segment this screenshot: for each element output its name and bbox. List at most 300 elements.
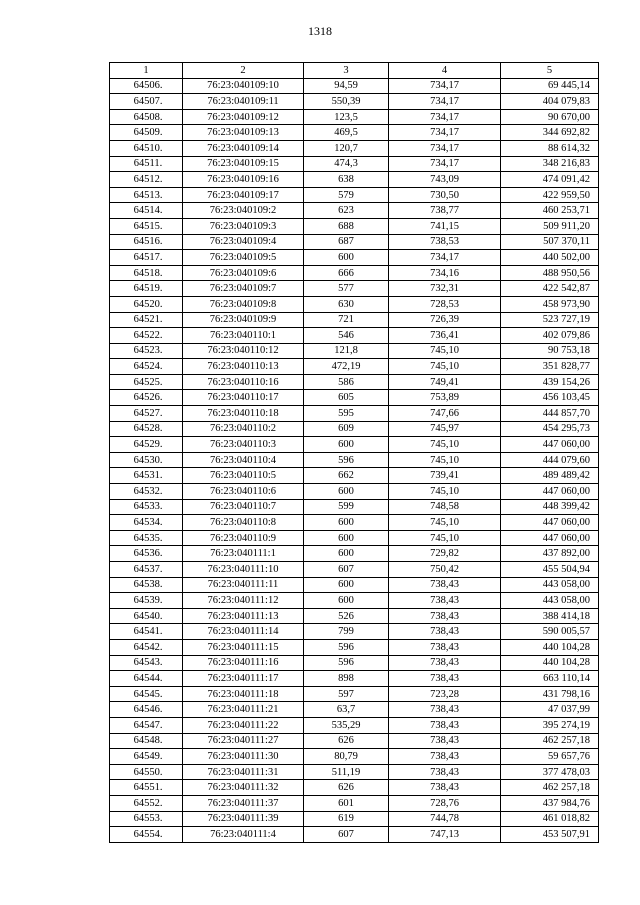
area-cell: 597 [304, 686, 389, 702]
cadastral-value-cell: 590 005,57 [501, 624, 599, 640]
table-row [110, 749, 599, 765]
area-cell: 94,59 [304, 78, 389, 94]
cadastral-number-cell: 76:23:040110:6 [183, 484, 304, 500]
cadastral-value-cell: 489 489,42 [501, 468, 599, 484]
area-cell: 595 [304, 406, 389, 422]
specific-value-cell: 734,17 [389, 109, 501, 125]
table-row [110, 484, 599, 500]
area-cell: 626 [304, 780, 389, 796]
cadastral-number-cell: 76:23:040111:21 [183, 702, 304, 718]
table-row [110, 515, 599, 531]
table-row [110, 172, 599, 188]
cadastral-number-cell: 76:23:040109:7 [183, 281, 304, 297]
cadastral-number-cell: 76:23:040111:18 [183, 686, 304, 702]
table-row [110, 624, 599, 640]
row-number-cell: 64522. [110, 328, 183, 344]
cadastral-value-cell: 456 103,45 [501, 390, 599, 406]
specific-value-cell: 745,10 [389, 530, 501, 546]
area-cell: 596 [304, 452, 389, 468]
row-number-cell: 64541. [110, 624, 183, 640]
table-row [110, 468, 599, 484]
table-row [110, 374, 599, 390]
cadastral-number-cell: 76:23:040109:6 [183, 265, 304, 281]
row-number-cell: 64551. [110, 780, 183, 796]
table-row [110, 421, 599, 437]
cadastral-number-cell: 76:23:040111:37 [183, 795, 304, 811]
cadastral-number-cell: 76:23:040110:7 [183, 499, 304, 515]
cadastral-number-cell: 76:23:040111:13 [183, 608, 304, 624]
row-number-cell: 64531. [110, 468, 183, 484]
area-cell: 80,79 [304, 749, 389, 765]
cadastral-number-cell: 76:23:040111:31 [183, 764, 304, 780]
area-cell: 526 [304, 608, 389, 624]
table-row [110, 109, 599, 125]
area-cell: 607 [304, 827, 389, 843]
area-cell: 474,3 [304, 156, 389, 172]
specific-value-cell: 748,58 [389, 499, 501, 515]
area-cell: 511,19 [304, 764, 389, 780]
cadastral-value-cell: 458 973,90 [501, 296, 599, 312]
cadastral-value-cell: 462 257,18 [501, 733, 599, 749]
table-row [110, 359, 599, 375]
row-number-cell: 64554. [110, 827, 183, 843]
table-row [110, 250, 599, 266]
cadastral-value-cell: 663 110,14 [501, 671, 599, 687]
specific-value-cell: 743,09 [389, 172, 501, 188]
row-number-cell: 64553. [110, 811, 183, 827]
cadastral-value-cell: 462 257,18 [501, 780, 599, 796]
table-row [110, 655, 599, 671]
table-row [110, 671, 599, 687]
row-number-cell: 64511. [110, 156, 183, 172]
cadastral-number-cell: 76:23:040110:3 [183, 437, 304, 453]
specific-value-cell: 738,43 [389, 608, 501, 624]
table-row [110, 437, 599, 453]
row-number-cell: 64540. [110, 608, 183, 624]
cadastral-number-cell: 76:23:040109:13 [183, 125, 304, 141]
specific-value-cell: 745,10 [389, 343, 501, 359]
cadastral-number-cell: 76:23:040109:12 [183, 109, 304, 125]
area-cell: 626 [304, 733, 389, 749]
cadastral-number-cell: 76:23:040111:39 [183, 811, 304, 827]
table-row [110, 717, 599, 733]
area-cell: 600 [304, 530, 389, 546]
table-row [110, 94, 599, 110]
area-cell: 123,5 [304, 109, 389, 125]
cadastral-value-cell: 351 828,77 [501, 359, 599, 375]
area-cell: 662 [304, 468, 389, 484]
table-row [110, 733, 599, 749]
table-row [110, 827, 599, 843]
area-cell: 623 [304, 203, 389, 219]
area-cell: 120,7 [304, 140, 389, 156]
row-number-cell: 64508. [110, 109, 183, 125]
table-row [110, 702, 599, 718]
specific-value-cell: 738,43 [389, 639, 501, 655]
area-cell: 600 [304, 515, 389, 531]
column-header-4: 4 [389, 63, 501, 79]
cadastral-number-cell: 76:23:040111:10 [183, 562, 304, 578]
specific-value-cell: 728,76 [389, 795, 501, 811]
row-number-cell: 64552. [110, 795, 183, 811]
specific-value-cell: 738,77 [389, 203, 501, 219]
cadastral-value-cell: 454 295,73 [501, 421, 599, 437]
table-row [110, 639, 599, 655]
specific-value-cell: 738,43 [389, 749, 501, 765]
column-header-3: 3 [304, 63, 389, 79]
row-number-cell: 64548. [110, 733, 183, 749]
specific-value-cell: 750,42 [389, 562, 501, 578]
cadastral-value-cell: 444 857,70 [501, 406, 599, 422]
row-number-cell: 64535. [110, 530, 183, 546]
column-header-2: 2 [183, 63, 304, 79]
cadastral-value-cell: 344 692,82 [501, 125, 599, 141]
cadastral-value-cell: 388 414,18 [501, 608, 599, 624]
cadastral-value-cell: 440 104,28 [501, 639, 599, 655]
specific-value-cell: 738,43 [389, 764, 501, 780]
area-cell: 898 [304, 671, 389, 687]
table-row [110, 281, 599, 297]
area-cell: 596 [304, 655, 389, 671]
cadastral-value-cell: 443 058,00 [501, 593, 599, 609]
cadastral-number-cell: 76:23:040110:2 [183, 421, 304, 437]
row-number-cell: 64506. [110, 78, 183, 94]
row-number-cell: 64530. [110, 452, 183, 468]
specific-value-cell: 726,39 [389, 312, 501, 328]
cadastral-number-cell: 76:23:040110:9 [183, 530, 304, 546]
row-number-cell: 64529. [110, 437, 183, 453]
area-cell: 600 [304, 437, 389, 453]
row-number-cell: 64515. [110, 218, 183, 234]
row-number-cell: 64546. [110, 702, 183, 718]
area-cell: 579 [304, 187, 389, 203]
area-cell: 596 [304, 639, 389, 655]
table-row [110, 795, 599, 811]
cadastral-value-cell: 440 104,28 [501, 655, 599, 671]
table-row [110, 406, 599, 422]
row-number-cell: 64516. [110, 234, 183, 250]
table-row [110, 577, 599, 593]
area-cell: 586 [304, 374, 389, 390]
table-row [110, 140, 599, 156]
cadastral-number-cell: 76:23:040111:14 [183, 624, 304, 640]
area-cell: 600 [304, 546, 389, 562]
cadastral-number-cell: 76:23:040111:27 [183, 733, 304, 749]
cadastral-number-cell: 76:23:040111:12 [183, 593, 304, 609]
area-cell: 721 [304, 312, 389, 328]
area-cell: 609 [304, 421, 389, 437]
table-row [110, 530, 599, 546]
specific-value-cell: 738,43 [389, 733, 501, 749]
cadastral-value-cell: 447 060,00 [501, 530, 599, 546]
area-cell: 688 [304, 218, 389, 234]
row-number-cell: 64521. [110, 312, 183, 328]
area-cell: 601 [304, 795, 389, 811]
cadastral-value-cell: 444 079,60 [501, 452, 599, 468]
cadastral-value-cell: 348 216,83 [501, 156, 599, 172]
specific-value-cell: 738,53 [389, 234, 501, 250]
area-cell: 599 [304, 499, 389, 515]
cadastral-value-cell: 88 614,32 [501, 140, 599, 156]
specific-value-cell: 753,89 [389, 390, 501, 406]
row-number-cell: 64534. [110, 515, 183, 531]
cadastral-number-cell: 76:23:040109:16 [183, 172, 304, 188]
cadastral-value-cell: 461 018,82 [501, 811, 599, 827]
cadastral-number-cell: 76:23:040110:4 [183, 452, 304, 468]
cadastral-value-cell: 453 507,91 [501, 827, 599, 843]
row-number-cell: 64512. [110, 172, 183, 188]
cadastral-number-cell: 76:23:040111:30 [183, 749, 304, 765]
specific-value-cell: 745,10 [389, 484, 501, 500]
cadastral-value-cell: 422 959,50 [501, 187, 599, 203]
area-cell: 577 [304, 281, 389, 297]
table-row [110, 593, 599, 609]
row-number-cell: 64538. [110, 577, 183, 593]
cadastral-number-cell: 76:23:040109:14 [183, 140, 304, 156]
row-number-cell: 64514. [110, 203, 183, 219]
table-row [110, 452, 599, 468]
row-number-cell: 64524. [110, 359, 183, 375]
cadastral-value-cell: 523 727,19 [501, 312, 599, 328]
specific-value-cell: 734,17 [389, 250, 501, 266]
table-row [110, 125, 599, 141]
cadastral-value-cell: 439 154,26 [501, 374, 599, 390]
cadastral-number-cell: 76:23:040109:17 [183, 187, 304, 203]
specific-value-cell: 738,43 [389, 702, 501, 718]
table-row [110, 764, 599, 780]
specific-value-cell: 738,43 [389, 717, 501, 733]
specific-value-cell: 747,66 [389, 406, 501, 422]
page-number: 1318 [308, 24, 332, 38]
cadastral-value-cell: 431 798,16 [501, 686, 599, 702]
cadastral-value-cell: 443 058,00 [501, 577, 599, 593]
cadastral-value-cell: 437 984,76 [501, 795, 599, 811]
cadastral-value-cell: 69 445,14 [501, 78, 599, 94]
row-number-cell: 64518. [110, 265, 183, 281]
specific-value-cell: 738,43 [389, 593, 501, 609]
specific-value-cell: 736,41 [389, 328, 501, 344]
specific-value-cell: 745,97 [389, 421, 501, 437]
table-row [110, 780, 599, 796]
table-row [110, 390, 599, 406]
specific-value-cell: 738,43 [389, 624, 501, 640]
row-number-cell: 64549. [110, 749, 183, 765]
cadastral-number-cell: 76:23:040111:22 [183, 717, 304, 733]
cadastral-number-cell: 76:23:040109:2 [183, 203, 304, 219]
row-number-cell: 64532. [110, 484, 183, 500]
specific-value-cell: 738,43 [389, 655, 501, 671]
row-number-cell: 64520. [110, 296, 183, 312]
cadastral-value-cell: 448 399,42 [501, 499, 599, 515]
specific-value-cell: 723,28 [389, 686, 501, 702]
area-cell: 666 [304, 265, 389, 281]
specific-value-cell: 738,43 [389, 780, 501, 796]
cadastral-value-cell: 507 370,11 [501, 234, 599, 250]
cadastral-value-cell: 404 079,83 [501, 94, 599, 110]
cadastral-number-cell: 76:23:040109:15 [183, 156, 304, 172]
table-row [110, 265, 599, 281]
row-number-cell: 64526. [110, 390, 183, 406]
cadastral-value-cell: 402 079,86 [501, 328, 599, 344]
table-row [110, 343, 599, 359]
row-number-cell: 64517. [110, 250, 183, 266]
specific-value-cell: 745,10 [389, 515, 501, 531]
row-number-cell: 64525. [110, 374, 183, 390]
row-number-cell: 64523. [110, 343, 183, 359]
table-row [110, 156, 599, 172]
row-number-cell: 64542. [110, 639, 183, 655]
cadastral-number-cell: 76:23:040109:3 [183, 218, 304, 234]
cadastral-number-cell: 76:23:040109:10 [183, 78, 304, 94]
area-cell: 550,39 [304, 94, 389, 110]
specific-value-cell: 747,13 [389, 827, 501, 843]
cadastral-value-cell: 440 502,00 [501, 250, 599, 266]
specific-value-cell: 745,10 [389, 437, 501, 453]
cadastral-number-cell: 76:23:040111:4 [183, 827, 304, 843]
specific-value-cell: 744,78 [389, 811, 501, 827]
row-number-cell: 64544. [110, 671, 183, 687]
table-row [110, 686, 599, 702]
row-number-cell: 64510. [110, 140, 183, 156]
cadastral-number-cell: 76:23:040111:16 [183, 655, 304, 671]
specific-value-cell: 729,82 [389, 546, 501, 562]
table-row [110, 296, 599, 312]
row-number-cell: 64545. [110, 686, 183, 702]
area-cell: 600 [304, 484, 389, 500]
cadastral-number-cell: 76:23:040110:16 [183, 374, 304, 390]
row-number-cell: 64528. [110, 421, 183, 437]
cadastral-number-cell: 76:23:040109:9 [183, 312, 304, 328]
table-row [110, 234, 599, 250]
cadastral-number-cell: 76:23:040109:11 [183, 94, 304, 110]
table-row [110, 546, 599, 562]
row-number-cell: 64509. [110, 125, 183, 141]
cadastral-value-cell: 90 753,18 [501, 343, 599, 359]
cadastral-value-table [109, 62, 599, 843]
cadastral-number-cell: 76:23:040111:17 [183, 671, 304, 687]
row-number-cell: 64543. [110, 655, 183, 671]
specific-value-cell: 741,15 [389, 218, 501, 234]
table-header-row [110, 63, 599, 79]
table-row [110, 608, 599, 624]
area-cell: 799 [304, 624, 389, 640]
row-number-cell: 64533. [110, 499, 183, 515]
area-cell: 535,29 [304, 717, 389, 733]
specific-value-cell: 734,17 [389, 78, 501, 94]
area-cell: 600 [304, 250, 389, 266]
table-row [110, 187, 599, 203]
cadastral-number-cell: 76:23:040109:5 [183, 250, 304, 266]
row-number-cell: 64527. [110, 406, 183, 422]
row-number-cell: 64507. [110, 94, 183, 110]
area-cell: 638 [304, 172, 389, 188]
table-row [110, 78, 599, 94]
area-cell: 630 [304, 296, 389, 312]
cadastral-value-cell: 447 060,00 [501, 437, 599, 453]
cadastral-number-cell: 76:23:040111:32 [183, 780, 304, 796]
specific-value-cell: 745,10 [389, 359, 501, 375]
row-number-cell: 64519. [110, 281, 183, 297]
cadastral-value-cell: 47 037,99 [501, 702, 599, 718]
cadastral-number-cell: 76:23:040111:1 [183, 546, 304, 562]
cadastral-value-cell: 455 504,94 [501, 562, 599, 578]
cadastral-number-cell: 76:23:040110:1 [183, 328, 304, 344]
row-number-cell: 64537. [110, 562, 183, 578]
area-cell: 605 [304, 390, 389, 406]
cadastral-number-cell: 76:23:040110:8 [183, 515, 304, 531]
column-header-5: 5 [501, 63, 599, 79]
area-cell: 546 [304, 328, 389, 344]
row-number-cell: 64536. [110, 546, 183, 562]
row-number-cell: 64539. [110, 593, 183, 609]
cadastral-number-cell: 76:23:040110:17 [183, 390, 304, 406]
cadastral-value-cell: 447 060,00 [501, 484, 599, 500]
cadastral-value-cell: 474 091,42 [501, 172, 599, 188]
row-number-cell: 64547. [110, 717, 183, 733]
specific-value-cell: 734,17 [389, 140, 501, 156]
specific-value-cell: 738,43 [389, 671, 501, 687]
cadastral-number-cell: 76:23:040110:18 [183, 406, 304, 422]
table-row [110, 312, 599, 328]
cadastral-value-cell: 509 911,20 [501, 218, 599, 234]
area-cell: 600 [304, 593, 389, 609]
cadastral-value-cell: 377 478,03 [501, 764, 599, 780]
cadastral-number-cell: 76:23:040111:15 [183, 639, 304, 655]
specific-value-cell: 739,41 [389, 468, 501, 484]
specific-value-cell: 734,16 [389, 265, 501, 281]
specific-value-cell: 730,50 [389, 187, 501, 203]
cadastral-value-cell: 395 274,19 [501, 717, 599, 733]
specific-value-cell: 749,41 [389, 374, 501, 390]
cadastral-number-cell: 76:23:040110:12 [183, 343, 304, 359]
cadastral-value-cell: 460 253,71 [501, 203, 599, 219]
row-number-cell: 64550. [110, 764, 183, 780]
area-cell: 63,7 [304, 702, 389, 718]
area-cell: 619 [304, 811, 389, 827]
cadastral-value-cell: 447 060,00 [501, 515, 599, 531]
cadastral-value-cell: 437 892,00 [501, 546, 599, 562]
column-header-1: 1 [110, 63, 183, 79]
table-row [110, 562, 599, 578]
cadastral-value-cell: 422 542,87 [501, 281, 599, 297]
area-cell: 469,5 [304, 125, 389, 141]
specific-value-cell: 738,43 [389, 577, 501, 593]
table-row [110, 499, 599, 515]
specific-value-cell: 745,10 [389, 452, 501, 468]
specific-value-cell: 734,17 [389, 125, 501, 141]
cadastral-number-cell: 76:23:040111:11 [183, 577, 304, 593]
table-body [110, 78, 599, 842]
cadastral-number-cell: 76:23:040110:13 [183, 359, 304, 375]
cadastral-number-cell: 76:23:040110:5 [183, 468, 304, 484]
table-row [110, 811, 599, 827]
cadastral-value-cell: 90 670,00 [501, 109, 599, 125]
specific-value-cell: 734,17 [389, 156, 501, 172]
area-cell: 472,19 [304, 359, 389, 375]
row-number-cell: 64513. [110, 187, 183, 203]
cadastral-number-cell: 76:23:040109:4 [183, 234, 304, 250]
specific-value-cell: 732,31 [389, 281, 501, 297]
area-cell: 121,8 [304, 343, 389, 359]
area-cell: 687 [304, 234, 389, 250]
cadastral-number-cell: 76:23:040109:8 [183, 296, 304, 312]
cadastral-value-cell: 488 950,56 [501, 265, 599, 281]
table-row [110, 218, 599, 234]
specific-value-cell: 734,17 [389, 94, 501, 110]
table-row [110, 203, 599, 219]
area-cell: 600 [304, 577, 389, 593]
cadastral-value-cell: 59 657,76 [501, 749, 599, 765]
